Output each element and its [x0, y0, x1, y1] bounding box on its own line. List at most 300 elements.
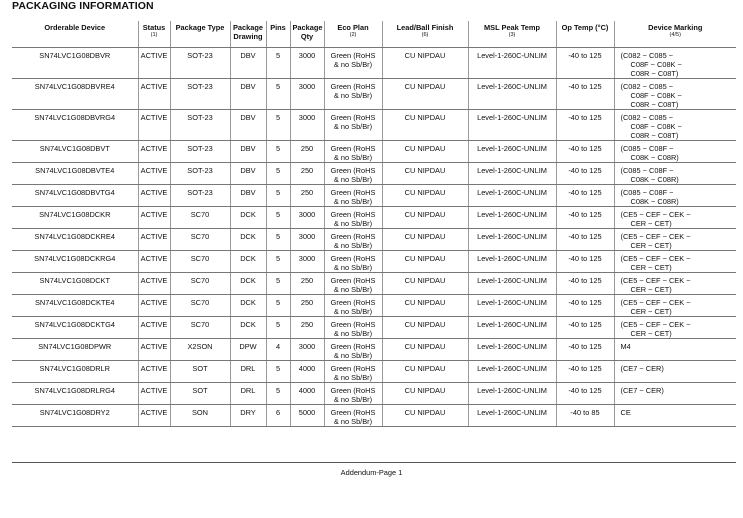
column-header-note: (3): [508, 32, 516, 38]
orderable-device-cell-line: SN74LVC1G08DBVT: [39, 144, 110, 153]
eco-plan-cell: [324, 251, 382, 273]
package-type-cell: [170, 185, 230, 207]
column-header-label: Eco Plan: [337, 23, 369, 32]
package-drawing-cell: [230, 405, 266, 427]
device-marking-cell-line: CER ~ CET): [630, 263, 672, 272]
msl-peak-temp-cell: [468, 295, 556, 317]
op-temp-cell-line: -40 to 85: [570, 408, 600, 417]
lead-finish-cell-line: CU NIPDAU: [404, 320, 446, 329]
msl-peak-temp-cell: [468, 163, 556, 185]
column-header: [324, 21, 382, 48]
package-drawing-cell: [230, 141, 266, 163]
eco-plan-cell: [324, 317, 382, 339]
status-cell-line: ACTIVE: [140, 320, 168, 329]
op-temp-cell-line: -40 to 125: [568, 188, 602, 197]
table-row: [12, 207, 736, 229]
op-temp-cell: [556, 163, 614, 185]
status-cell-line: ACTIVE: [140, 166, 168, 175]
msl-peak-temp-cell-line: Level-1-260C-UNLIM: [477, 82, 547, 91]
device-marking-cell: [614, 317, 736, 339]
eco-plan-cell: [324, 361, 382, 383]
package-qty-cell-line: 3000: [298, 82, 316, 91]
eco-plan-cell-line: Green (RoHS: [330, 386, 376, 395]
device-marking-cell: [614, 295, 736, 317]
orderable-device-cell-line: SN74LVC1G08DCKTE4: [34, 298, 115, 307]
orderable-device-cell: [12, 48, 138, 79]
lead-finish-cell: [382, 207, 468, 229]
eco-plan-cell-line: & no Sb/Br): [333, 395, 373, 404]
column-header: [468, 21, 556, 48]
package-drawing-cell: [230, 317, 266, 339]
device-marking-cell: [614, 251, 736, 273]
orderable-device-cell: [12, 141, 138, 163]
device-marking-cell-line: CER ~ CET): [630, 241, 672, 250]
pins-cell-line: 5: [275, 232, 281, 241]
orderable-device-cell-line: SN74LVC1G08DRY2: [39, 408, 110, 417]
device-marking-cell: [614, 207, 736, 229]
orderable-device-cell: [12, 251, 138, 273]
package-qty-cell: [290, 317, 324, 339]
eco-plan-cell-line: & no Sb/Br): [333, 219, 373, 228]
orderable-device-cell-line: SN74LVC1G08DBVR: [39, 51, 111, 60]
package-type-cell-line: SC70: [190, 320, 210, 329]
lead-finish-cell-line: CU NIPDAU: [404, 276, 446, 285]
msl-peak-temp-cell-line: Level-1-260C-UNLIM: [477, 113, 547, 122]
orderable-device-cell-line: SN74LVC1G08DBVTE4: [35, 166, 115, 175]
orderable-device-cell-line: SN74LVC1G08DBVRG4: [34, 113, 116, 122]
msl-peak-temp-cell: [468, 185, 556, 207]
orderable-device-cell: [12, 339, 138, 361]
package-type-cell-line: SOT-23: [187, 51, 213, 60]
column-header-note: (1): [150, 32, 158, 38]
op-temp-cell-line: -40 to 125: [568, 320, 602, 329]
orderable-device-cell: [12, 229, 138, 251]
device-marking-cell-line: C08R ~ C08T): [630, 100, 679, 109]
eco-plan-cell-line: Green (RoHS: [330, 166, 376, 175]
lead-finish-cell-line: CU NIPDAU: [404, 82, 446, 91]
device-marking-cell-line: (CE5 ~ CEF ~ CEK ~: [620, 276, 691, 285]
package-drawing-cell-line: DPW: [239, 342, 257, 351]
device-marking-cell: [614, 229, 736, 251]
column-header: [556, 21, 614, 48]
lead-finish-cell-line: CU NIPDAU: [404, 144, 446, 153]
device-marking-cell-line: C08F ~ C08K ~: [630, 122, 682, 131]
package-qty-cell: [290, 273, 324, 295]
eco-plan-cell-line: & no Sb/Br): [333, 351, 373, 360]
status-cell-line: ACTIVE: [140, 298, 168, 307]
column-header: [290, 21, 324, 48]
orderable-device-cell: [12, 317, 138, 339]
package-drawing-cell-line: DBV: [240, 51, 256, 60]
op-temp-cell-line: -40 to 125: [568, 364, 602, 373]
package-type-cell-line: SOT-23: [187, 188, 213, 197]
pins-cell: [266, 251, 290, 273]
package-drawing-cell-line: DBV: [240, 144, 256, 153]
page-title: PACKAGING INFORMATION: [12, 0, 154, 12]
orderable-device-cell: [12, 163, 138, 185]
eco-plan-cell: [324, 405, 382, 427]
status-cell: [138, 383, 170, 405]
status-cell-line: ACTIVE: [140, 276, 168, 285]
status-cell: [138, 405, 170, 427]
device-marking-cell-line: (CE5 ~ CEF ~ CEK ~: [620, 320, 691, 329]
op-temp-cell-line: -40 to 125: [568, 276, 602, 285]
eco-plan-cell: [324, 229, 382, 251]
eco-plan-cell-line: & no Sb/Br): [333, 122, 373, 131]
msl-peak-temp-cell: [468, 405, 556, 427]
package-type-cell: [170, 295, 230, 317]
status-cell-line: ACTIVE: [140, 188, 168, 197]
package-type-cell-line: SOT: [192, 364, 208, 373]
op-temp-cell-line: -40 to 125: [568, 342, 602, 351]
eco-plan-cell-line: Green (RoHS: [330, 51, 376, 60]
op-temp-cell: [556, 339, 614, 361]
table-row: [12, 383, 736, 405]
package-drawing-cell-line: DCK: [240, 210, 256, 219]
package-type-cell: [170, 339, 230, 361]
op-temp-cell-line: -40 to 125: [568, 166, 602, 175]
pins-cell-line: 5: [275, 166, 281, 175]
package-qty-cell: [290, 185, 324, 207]
device-marking-cell-line: C08K ~ C08R): [630, 175, 679, 184]
op-temp-cell: [556, 295, 614, 317]
orderable-device-cell-line: SN74LVC1G08DCKRE4: [34, 232, 115, 241]
lead-finish-cell-line: CU NIPDAU: [404, 386, 446, 395]
device-marking-cell-line: C08K ~ C08R): [630, 153, 679, 162]
package-drawing-cell: [230, 79, 266, 110]
lead-finish-cell: [382, 48, 468, 79]
package-drawing-cell-line: DCK: [240, 276, 256, 285]
op-temp-cell-line: -40 to 125: [568, 113, 602, 122]
table-row: [12, 141, 736, 163]
lead-finish-cell: [382, 79, 468, 110]
pins-cell-line: 5: [275, 386, 281, 395]
package-qty-cell-line: 4000: [298, 386, 316, 395]
table-row: [12, 185, 736, 207]
column-header: [138, 21, 170, 48]
package-qty-cell: [290, 229, 324, 251]
column-header-note: (4/5): [669, 32, 681, 38]
column-header: [266, 21, 290, 48]
status-cell: [138, 48, 170, 79]
package-qty-cell-line: 3000: [298, 113, 316, 122]
eco-plan-cell-line: Green (RoHS: [330, 276, 376, 285]
pins-cell-line: 5: [275, 364, 281, 373]
lead-finish-cell-line: CU NIPDAU: [404, 51, 446, 60]
pins-cell: [266, 295, 290, 317]
msl-peak-temp-cell-line: Level-1-260C-UNLIM: [477, 276, 547, 285]
status-cell-line: ACTIVE: [140, 113, 168, 122]
orderable-device-cell: [12, 383, 138, 405]
package-type-cell-line: SOT-23: [187, 144, 213, 153]
lead-finish-cell-line: CU NIPDAU: [404, 113, 446, 122]
device-marking-cell: [614, 383, 736, 405]
op-temp-cell: [556, 185, 614, 207]
eco-plan-cell: [324, 383, 382, 405]
column-header: [382, 21, 468, 48]
lead-finish-cell: [382, 405, 468, 427]
lead-finish-cell-line: CU NIPDAU: [404, 254, 446, 263]
package-drawing-cell: [230, 339, 266, 361]
device-marking-cell-line: CER ~ CET): [630, 285, 672, 294]
status-cell-line: ACTIVE: [140, 232, 168, 241]
eco-plan-cell-line: & no Sb/Br): [333, 153, 373, 162]
op-temp-cell: [556, 141, 614, 163]
pins-cell-line: 5: [275, 144, 281, 153]
msl-peak-temp-cell: [468, 383, 556, 405]
column-header-label: Orderable Device: [44, 23, 106, 32]
table-row: [12, 361, 736, 383]
package-qty-cell: [290, 207, 324, 229]
package-type-cell: [170, 383, 230, 405]
orderable-device-cell: [12, 273, 138, 295]
table-row: [12, 405, 736, 427]
table-row: [12, 229, 736, 251]
table-row: [12, 273, 736, 295]
pins-cell: [266, 207, 290, 229]
package-qty-cell-line: 3000: [298, 342, 316, 351]
eco-plan-cell-line: & no Sb/Br): [333, 197, 373, 206]
status-cell-line: ACTIVE: [140, 386, 168, 395]
table-row: [12, 79, 736, 110]
package-type-cell: [170, 110, 230, 141]
pins-cell: [266, 361, 290, 383]
column-header-note: (6): [421, 32, 429, 38]
package-drawing-cell-line: DBV: [240, 188, 256, 197]
device-marking-cell-line: CE: [620, 408, 631, 417]
package-qty-cell: [290, 383, 324, 405]
eco-plan-cell-line: Green (RoHS: [330, 364, 376, 373]
lead-finish-cell: [382, 339, 468, 361]
msl-peak-temp-cell-line: Level-1-260C-UNLIM: [477, 342, 547, 351]
package-drawing-cell: [230, 48, 266, 79]
package-type-cell-line: SOT: [192, 386, 208, 395]
msl-peak-temp-cell-line: Level-1-260C-UNLIM: [477, 188, 547, 197]
package-qty-cell: [290, 48, 324, 79]
package-qty-cell: [290, 361, 324, 383]
package-type-cell-line: SON: [191, 408, 208, 417]
package-drawing-cell-line: DRL: [240, 364, 256, 373]
msl-peak-temp-cell: [468, 361, 556, 383]
package-type-cell-line: SC70: [190, 254, 210, 263]
package-qty-cell: [290, 251, 324, 273]
package-type-cell: [170, 229, 230, 251]
eco-plan-cell: [324, 110, 382, 141]
orderable-device-cell: [12, 295, 138, 317]
device-marking-cell-line: C08F ~ C08K ~: [630, 60, 682, 69]
lead-finish-cell: [382, 317, 468, 339]
package-type-cell: [170, 48, 230, 79]
status-cell: [138, 229, 170, 251]
device-marking-cell-line: CER ~ CET): [630, 307, 672, 316]
eco-plan-cell-line: Green (RoHS: [330, 82, 376, 91]
package-qty-cell-line: 250: [300, 188, 314, 197]
device-marking-cell-line: C08K ~ C08R): [630, 197, 679, 206]
package-drawing-cell-line: DRY: [240, 408, 256, 417]
eco-plan-cell-line: & no Sb/Br): [333, 91, 373, 100]
package-type-cell: [170, 79, 230, 110]
device-marking-cell-line: (C082 ~ C085 ~: [620, 113, 674, 122]
msl-peak-temp-cell-line: Level-1-260C-UNLIM: [477, 166, 547, 175]
footer-divider: [12, 462, 736, 463]
lead-finish-cell: [382, 229, 468, 251]
pins-cell: [266, 405, 290, 427]
device-marking-cell-line: (C082 ~ C085 ~: [620, 51, 674, 60]
device-marking-cell-line: C08R ~ C08T): [630, 69, 679, 78]
msl-peak-temp-cell-line: Level-1-260C-UNLIM: [477, 210, 547, 219]
column-header-note: (2): [349, 32, 357, 38]
lead-finish-cell-line: CU NIPDAU: [404, 166, 446, 175]
package-qty-cell-line: 250: [300, 320, 314, 329]
msl-peak-temp-cell-line: Level-1-260C-UNLIM: [477, 254, 547, 263]
lead-finish-cell: [382, 110, 468, 141]
device-marking-cell: [614, 185, 736, 207]
orderable-device-cell: [12, 207, 138, 229]
device-marking-cell-line: CER ~ CET): [630, 219, 672, 228]
device-marking-cell-line: (CE5 ~ CEF ~ CEK ~: [620, 232, 691, 241]
orderable-device-cell-line: SN74LVC1G08DRLR: [39, 364, 111, 373]
eco-plan-cell: [324, 207, 382, 229]
column-header: [614, 21, 736, 48]
eco-plan-cell-line: Green (RoHS: [330, 254, 376, 263]
op-temp-cell-line: -40 to 125: [568, 144, 602, 153]
device-marking-cell-line: (C085 ~ C08F ~: [620, 144, 674, 153]
package-type-cell: [170, 317, 230, 339]
pins-cell: [266, 273, 290, 295]
op-temp-cell: [556, 405, 614, 427]
lead-finish-cell: [382, 251, 468, 273]
op-temp-cell-line: -40 to 125: [568, 254, 602, 263]
eco-plan-cell-line: & no Sb/Br): [333, 263, 373, 272]
pins-cell-line: 5: [275, 276, 281, 285]
op-temp-cell: [556, 361, 614, 383]
package-qty-cell-line: 250: [300, 276, 314, 285]
msl-peak-temp-cell: [468, 48, 556, 79]
package-drawing-cell-line: DCK: [240, 320, 256, 329]
eco-plan-cell: [324, 163, 382, 185]
msl-peak-temp-cell-line: Level-1-260C-UNLIM: [477, 364, 547, 373]
lead-finish-cell: [382, 273, 468, 295]
package-qty-cell-line: 3000: [298, 51, 316, 60]
msl-peak-temp-cell-line: Level-1-260C-UNLIM: [477, 232, 547, 241]
op-temp-cell-line: -40 to 125: [568, 82, 602, 91]
package-type-cell: [170, 141, 230, 163]
lead-finish-cell-line: CU NIPDAU: [404, 364, 446, 373]
orderable-device-cell: [12, 110, 138, 141]
orderable-device-cell-line: SN74LVC1G08DBVRE4: [34, 82, 115, 91]
page-footer: Addendum-Page 1: [340, 468, 403, 477]
msl-peak-temp-cell: [468, 79, 556, 110]
op-temp-cell: [556, 251, 614, 273]
orderable-device-cell: [12, 361, 138, 383]
op-temp-cell-line: -40 to 125: [568, 232, 602, 241]
package-drawing-cell: [230, 163, 266, 185]
pins-cell: [266, 383, 290, 405]
device-marking-cell-line: (CE5 ~ CEF ~ CEK ~: [620, 298, 691, 307]
pins-cell-line: 4: [275, 342, 281, 351]
package-qty-cell-line: 3000: [298, 232, 316, 241]
package-drawing-cell-line: DBV: [240, 82, 256, 91]
lead-finish-cell: [382, 295, 468, 317]
op-temp-cell: [556, 48, 614, 79]
package-type-cell-line: X2SON: [187, 342, 213, 351]
status-cell: [138, 79, 170, 110]
eco-plan-cell-line: & no Sb/Br): [333, 241, 373, 250]
device-marking-cell-line: (C085 ~ C08F ~: [620, 166, 674, 175]
eco-plan-cell-line: & no Sb/Br): [333, 60, 373, 69]
column-header: [230, 21, 266, 48]
eco-plan-cell: [324, 273, 382, 295]
orderable-device-cell: [12, 79, 138, 110]
orderable-device-cell-line: SN74LVC1G08DRLRG4: [34, 386, 115, 395]
package-qty-cell-line: 5000: [298, 408, 316, 417]
package-qty-cell: [290, 79, 324, 110]
device-marking-cell: [614, 163, 736, 185]
eco-plan-cell-line: Green (RoHS: [330, 232, 376, 241]
status-cell-line: ACTIVE: [140, 254, 168, 263]
table-row: [12, 110, 736, 141]
table-body: [12, 48, 736, 427]
column-header: [12, 21, 138, 48]
op-temp-cell: [556, 79, 614, 110]
package-qty-cell-line: 250: [300, 144, 314, 153]
lead-finish-cell-line: CU NIPDAU: [404, 188, 446, 197]
table-header: [12, 21, 736, 48]
eco-plan-cell: [324, 48, 382, 79]
pins-cell-line: 6: [275, 408, 281, 417]
orderable-device-cell: [12, 405, 138, 427]
table-row: [12, 163, 736, 185]
package-drawing-cell-line: DCK: [240, 232, 256, 241]
package-drawing-cell: [230, 110, 266, 141]
eco-plan-cell-line: Green (RoHS: [330, 144, 376, 153]
op-temp-cell-line: -40 to 125: [568, 51, 602, 60]
device-marking-cell-line: C08R ~ C08T): [630, 131, 679, 140]
op-temp-cell: [556, 383, 614, 405]
package-type-cell-line: SOT-23: [187, 166, 213, 175]
device-marking-cell-line: (CE5 ~ CEF ~ CEK ~: [620, 254, 691, 263]
header-row: [12, 21, 736, 48]
eco-plan-cell-line: & no Sb/Br): [333, 285, 373, 294]
device-marking-cell: [614, 110, 736, 141]
orderable-device-cell-line: SN74LVC1G08DPWR: [38, 342, 112, 351]
table-row: [12, 295, 736, 317]
msl-peak-temp-cell-line: Level-1-260C-UNLIM: [477, 51, 547, 60]
status-cell-line: ACTIVE: [140, 408, 168, 417]
pins-cell: [266, 141, 290, 163]
eco-plan-cell: [324, 295, 382, 317]
eco-plan-cell: [324, 185, 382, 207]
lead-finish-cell: [382, 163, 468, 185]
column-header-label: Device Marking: [648, 23, 703, 32]
pins-cell-line: 5: [275, 320, 281, 329]
orderable-device-cell-line: SN74LVC1G08DCKRG4: [34, 254, 116, 263]
table-row: [12, 339, 736, 361]
device-marking-cell: [614, 339, 736, 361]
pins-cell: [266, 317, 290, 339]
column-header-label: Package Qty: [292, 23, 323, 41]
eco-plan-cell-line: & no Sb/Br): [333, 175, 373, 184]
op-temp-cell-line: -40 to 125: [568, 386, 602, 395]
device-marking-cell-line: (CE7 ~ CER): [620, 364, 664, 373]
device-marking-cell-line: C08F ~ C08K ~: [630, 91, 682, 100]
pins-cell-line: 5: [275, 113, 281, 122]
op-temp-cell-line: -40 to 125: [568, 210, 602, 219]
orderable-device-cell-line: SN74LVC1G08DCKTG4: [34, 320, 115, 329]
package-qty-cell-line: 250: [300, 166, 314, 175]
lead-finish-cell-line: CU NIPDAU: [404, 210, 446, 219]
package-qty-cell: [290, 110, 324, 141]
